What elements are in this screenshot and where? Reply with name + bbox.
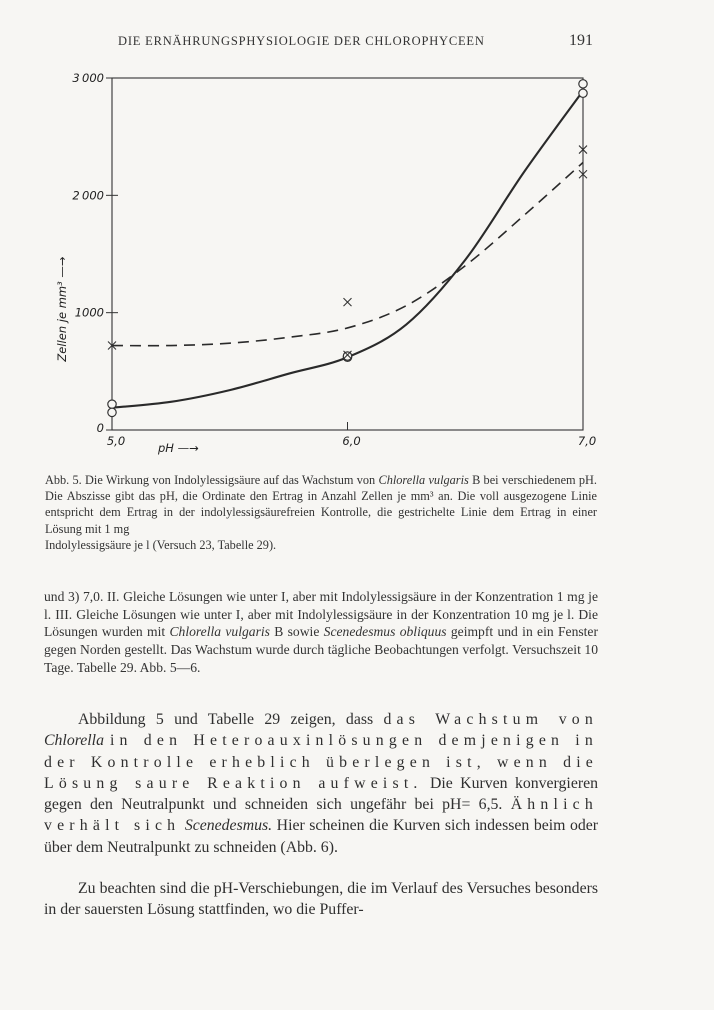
paragraph-methods	[44, 588, 598, 677]
x-tick-label: 5,0	[106, 434, 126, 448]
paragraph-ph-shift	[44, 878, 598, 921]
figure-chart	[0, 60, 714, 460]
text-run: B sowie	[269, 624, 324, 640]
chart-markers	[108, 80, 587, 417]
y-tick-label: 2 000	[72, 188, 104, 203]
control-point	[343, 352, 351, 360]
x-tick-label: 7,0	[577, 434, 597, 448]
text-run: Zu beachten sind die pH-Verschiebungen, die im Verlauf des Versuches besonders in der sauersten Lösung stattfinden, wo die Puffer-	[44, 880, 598, 919]
chart-ticks	[72, 71, 596, 448]
spaced-text: Ähnlich verhält sich	[44, 796, 598, 835]
x-axis-label: pH —→	[158, 441, 199, 455]
running-header	[0, 34, 714, 54]
spaced-text: das Wachstum von	[383, 711, 598, 728]
control-point	[579, 80, 587, 88]
page-number: 191	[569, 32, 593, 49]
text-run: Hier scheinen die Kurven sich indessen beim oder über dem Neutralpunkt zu schneiden (Abb. 6).	[44, 817, 599, 856]
species-name: Scenedesmus.	[184, 817, 273, 835]
text-run: geimpft und in ein Fenster gegen Norden gestellt. Das Wachstum wurde durch tägliche Beobachtungen verfolgt. Versuchszeit 10 Tage. Tabelle 29. Abb. 5—6.	[44, 624, 598, 675]
control-point	[108, 408, 116, 416]
figure-caption	[45, 472, 597, 553]
plot-frame	[112, 78, 583, 430]
treatment-point	[344, 298, 352, 306]
species-name: Scenedesmus obliquus	[323, 624, 447, 640]
species-name: Chlorella	[44, 732, 104, 750]
y-tick-label: 0	[96, 421, 104, 435]
text-run: Abbildung 5 und Tabelle 29 zeigen, dass	[78, 711, 384, 728]
species-name: Chlorella vulgaris	[169, 624, 270, 640]
chart-frame	[112, 78, 583, 430]
text-run: Die Kurven konvergieren gegen den Neutralpunkt und schneiden sich ungefähr bei pH= 6,5.	[44, 774, 598, 814]
caption-species: Chlorella vulgaris	[378, 473, 469, 487]
text-run: und 3) 7,0. II. Gleiche Lösungen wie unter I, aber mit Indolylessigsäure in der Konzentration 1 mg je l. III. Gleiche Lösungen wie unter I, aber mit Indolylessigsäure in der Konzentration 10 mg je l. Die Lösungen wurden mit	[44, 589, 598, 640]
caption-main: B bei verschiedenem pH. Die Abszisse gibt das pH, die Ordinate den Ertrag in Anzahl Zellen je mm³ an. Die voll ausgezogene Linie entspricht dem Ertrag in der indolylessigsäurefreien Kontrolle, die gestrichelte Linie dem Ertrag in einer Lösung mit 1 mg	[45, 473, 597, 536]
x-tick-label: 6,0	[342, 434, 361, 448]
paragraph-results	[44, 709, 598, 858]
y-tick-label: 1000	[74, 305, 104, 320]
chart-axis-labels	[55, 256, 199, 455]
caption-prefix: Abb. 5. Die Wirkung von Indolylessigsäure auf das Wachstum von	[45, 473, 379, 487]
spaced-text: in den Heteroauxinlösungen demjenigen in der Kontrolle erheblich überlegen ist, wenn die Lösung saure Reaktion aufweist.	[44, 732, 598, 792]
caption-last-line: Indolylessigsäure je l (Versuch 23, Tabelle 29).	[45, 537, 277, 552]
y-tick-label: 3 000	[72, 71, 104, 85]
control-point	[108, 400, 116, 408]
y-axis-label: Zellen je mm³ —→	[55, 256, 69, 362]
control-point	[579, 89, 587, 97]
running-title: DIE ERNÄHRUNGSPHYSIOLOGIE DER CHLOROPHYCEEN	[118, 34, 485, 48]
